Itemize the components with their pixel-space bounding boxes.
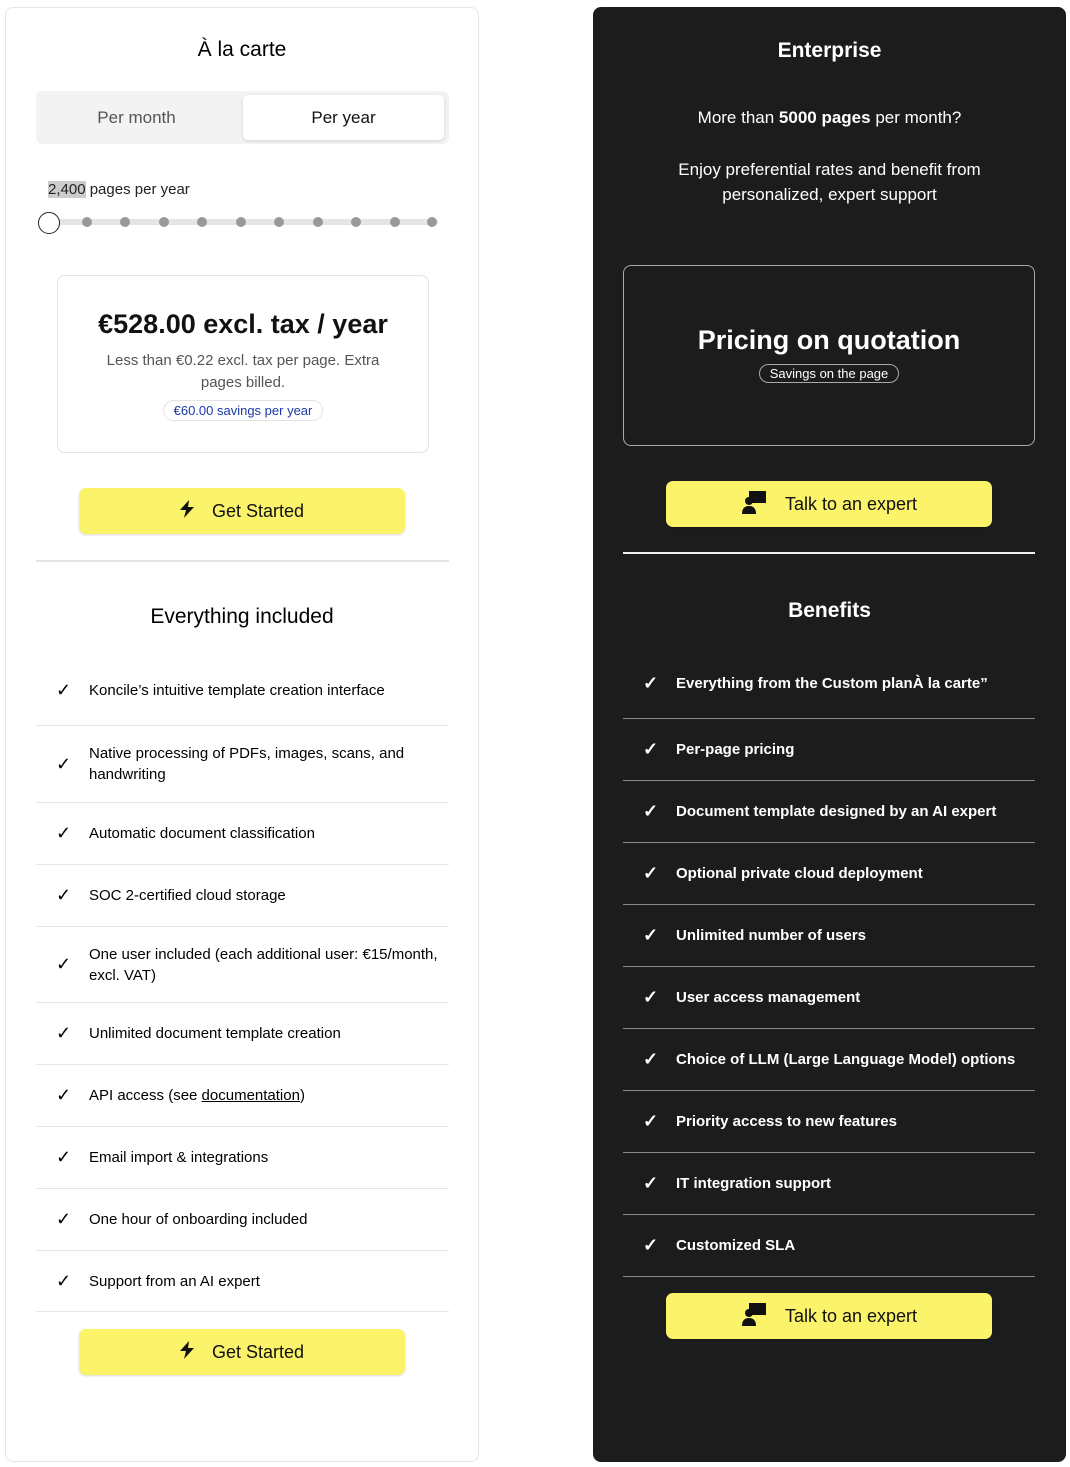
feature-item (36, 1251, 449, 1312)
benefit-text: Choice of LLM (Large Language Model) options (676, 1051, 1016, 1068)
check-icon: ✓ (56, 1147, 72, 1167)
check-icon: ✓ (643, 1173, 659, 1193)
benefit-item (623, 1153, 1035, 1215)
benefit-item (623, 1091, 1035, 1153)
talk-to-expert-label: Talk to an expert (784, 1305, 918, 1326)
check-icon: ✓ (56, 823, 72, 843)
billing-toggle (36, 91, 449, 144)
benefit-item (623, 649, 1035, 719)
intro-text-end: per month? (870, 108, 962, 127)
tab-per-year[interactable]: Per year (243, 95, 444, 140)
pages-unit: pages per year (89, 181, 190, 198)
check-icon: ✓ (643, 673, 659, 693)
plan-title: À la carte (197, 38, 287, 61)
check-icon: ✓ (56, 753, 72, 774)
slider-step-dot[interactable] (197, 217, 207, 227)
check-icon: ✓ (56, 1023, 72, 1043)
feature-item (36, 803, 449, 865)
benefit-text: Customized SLA (676, 1237, 796, 1254)
divider (623, 552, 1035, 554)
quotation-box (623, 265, 1035, 446)
feature-text: Koncile’s intuitive template creation interface (89, 682, 385, 699)
benefit-text: Optional private cloud deployment (676, 865, 923, 882)
benefit-item (623, 905, 1035, 967)
benefit-item (623, 843, 1035, 905)
feature-text: One hour of onboarding included (89, 1211, 308, 1228)
get-started-label: Get Started (211, 500, 305, 521)
benefit-text: Everything from the Custom planÀ la carte” (676, 675, 988, 692)
a-la-carte-plan-card (5, 7, 479, 1462)
slider-step-dot[interactable] (236, 217, 246, 227)
divider (36, 560, 449, 562)
talk-to-expert-button[interactable] (666, 481, 992, 527)
intro-text: More than (697, 108, 779, 127)
slider-step-dot[interactable] (274, 217, 284, 227)
enterprise-plan-card (593, 7, 1066, 1462)
feature-list (36, 656, 449, 1312)
feature-text: Unlimited document template creation (89, 1025, 341, 1042)
slider-step-dot[interactable] (120, 217, 130, 227)
feature-text: API access (see (89, 1087, 202, 1104)
get-started-bottom-button[interactable] (79, 1329, 405, 1375)
pages-label (48, 181, 190, 198)
feature-text-end: ) (299, 1087, 305, 1104)
feature-item (36, 1065, 449, 1127)
section-title: Benefits (788, 599, 871, 622)
quote-title: Pricing on quotation (697, 325, 961, 355)
plan-title: Enterprise (777, 39, 882, 62)
feature-text: One user included (each additional user: €15/month, excl. VAT) (89, 945, 438, 984)
section-title: Everything included (150, 605, 334, 628)
feature-item (36, 726, 449, 803)
feature-item (36, 656, 449, 726)
intro-bold: 5000 pages (778, 108, 871, 127)
price-amount: €528.00 excl. tax / year (98, 309, 388, 339)
enterprise-intro (593, 108, 1066, 128)
lightning-icon (180, 1341, 194, 1364)
check-icon: ✓ (56, 954, 72, 974)
lightning-icon (180, 500, 194, 523)
check-icon: ✓ (643, 987, 659, 1007)
benefit-text: Per-page pricing (676, 741, 795, 758)
check-icon: ✓ (643, 739, 659, 759)
benefit-text: IT integration support (676, 1175, 831, 1192)
feature-text: SOC 2-certified cloud storage (89, 887, 286, 904)
check-icon: ✓ (56, 885, 72, 905)
get-started-button[interactable] (79, 488, 405, 534)
feature-item (36, 1189, 449, 1251)
slider-step-dot[interactable] (427, 217, 437, 227)
slider-step-dot[interactable] (159, 217, 169, 227)
feature-item (36, 1003, 449, 1065)
talk-to-expert-label: Talk to an expert (784, 493, 918, 514)
pages-slider[interactable] (48, 219, 438, 225)
slider-step-dot[interactable] (313, 217, 323, 227)
savings-badge: €60.00 savings per year (163, 400, 324, 421)
check-icon: ✓ (643, 863, 659, 883)
enterprise-description: Enjoy preferential rates and benefit from personalized, expert support (678, 160, 981, 204)
check-icon: ✓ (56, 1085, 72, 1105)
benefit-list (623, 649, 1035, 1277)
feature-item (36, 927, 449, 1003)
check-icon: ✓ (643, 1111, 659, 1131)
check-icon: ✓ (643, 925, 659, 945)
benefit-item (623, 1215, 1035, 1277)
slider-step-dot[interactable] (390, 217, 400, 227)
benefit-text: Priority access to new features (676, 1113, 897, 1130)
benefit-item (623, 1029, 1035, 1091)
check-icon: ✓ (56, 1270, 72, 1291)
benefit-text: User access management (676, 989, 861, 1006)
benefit-item (623, 719, 1035, 781)
benefit-text: Document template designed by an AI expert (676, 803, 997, 820)
slider-thumb[interactable] (38, 212, 60, 234)
slider-step-dot[interactable] (82, 217, 92, 227)
benefit-text: Unlimited number of users (676, 927, 867, 944)
check-icon: ✓ (56, 680, 72, 700)
benefit-item (623, 967, 1035, 1029)
feature-text: Email import & integrations (89, 1149, 269, 1166)
talk-to-expert-bottom-button[interactable] (666, 1293, 992, 1339)
pages-value: 2,400 (48, 181, 86, 198)
price-subtitle: Less than €0.22 excl. tax per page. Extra pages billed. (106, 352, 380, 391)
feature-text: Automatic document classification (89, 825, 315, 842)
feature-text: Support from an AI expert (89, 1272, 260, 1290)
check-icon: ✓ (643, 1235, 659, 1255)
expert-chat-icon (741, 490, 767, 519)
quote-badge: Savings on the page (759, 364, 900, 383)
check-icon: ✓ (643, 1049, 659, 1069)
documentation-link[interactable]: documentation (201, 1087, 300, 1104)
check-icon: ✓ (56, 1209, 72, 1229)
price-box (57, 275, 429, 453)
slider-step-dot[interactable] (351, 217, 361, 227)
tab-per-month[interactable]: Per month (97, 108, 176, 127)
benefit-item (623, 781, 1035, 843)
get-started-label: Get Started (211, 1341, 305, 1362)
feature-item (36, 865, 449, 927)
feature-item (36, 1127, 449, 1189)
expert-chat-icon (741, 1302, 767, 1331)
feature-text: Native processing of PDFs, images, scans, and handwriting (89, 745, 405, 783)
check-icon: ✓ (643, 801, 659, 821)
